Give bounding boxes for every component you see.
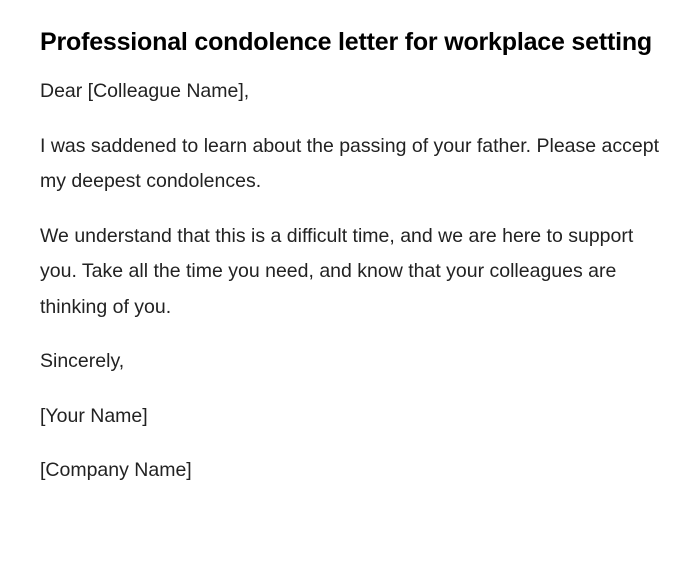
letter-salutation: Dear [Colleague Name], [40,80,250,102]
letter-paragraph-1: I was saddened to learn about the passing of your father. Please accept my deepest condolences. [40,134,659,192]
signature-name: [Your Name] [40,404,148,427]
page-title: Professional condolence letter for workplace setting [40,28,652,56]
letter-paragraph-2: We understand that this is a difficult time, and we are here to support you. Take all the time you need, and know that your colleagues are thinking of you. [40,224,634,318]
letter-closing: Sincerely, [40,350,125,372]
signature-company: [Company Name] [40,459,192,481]
